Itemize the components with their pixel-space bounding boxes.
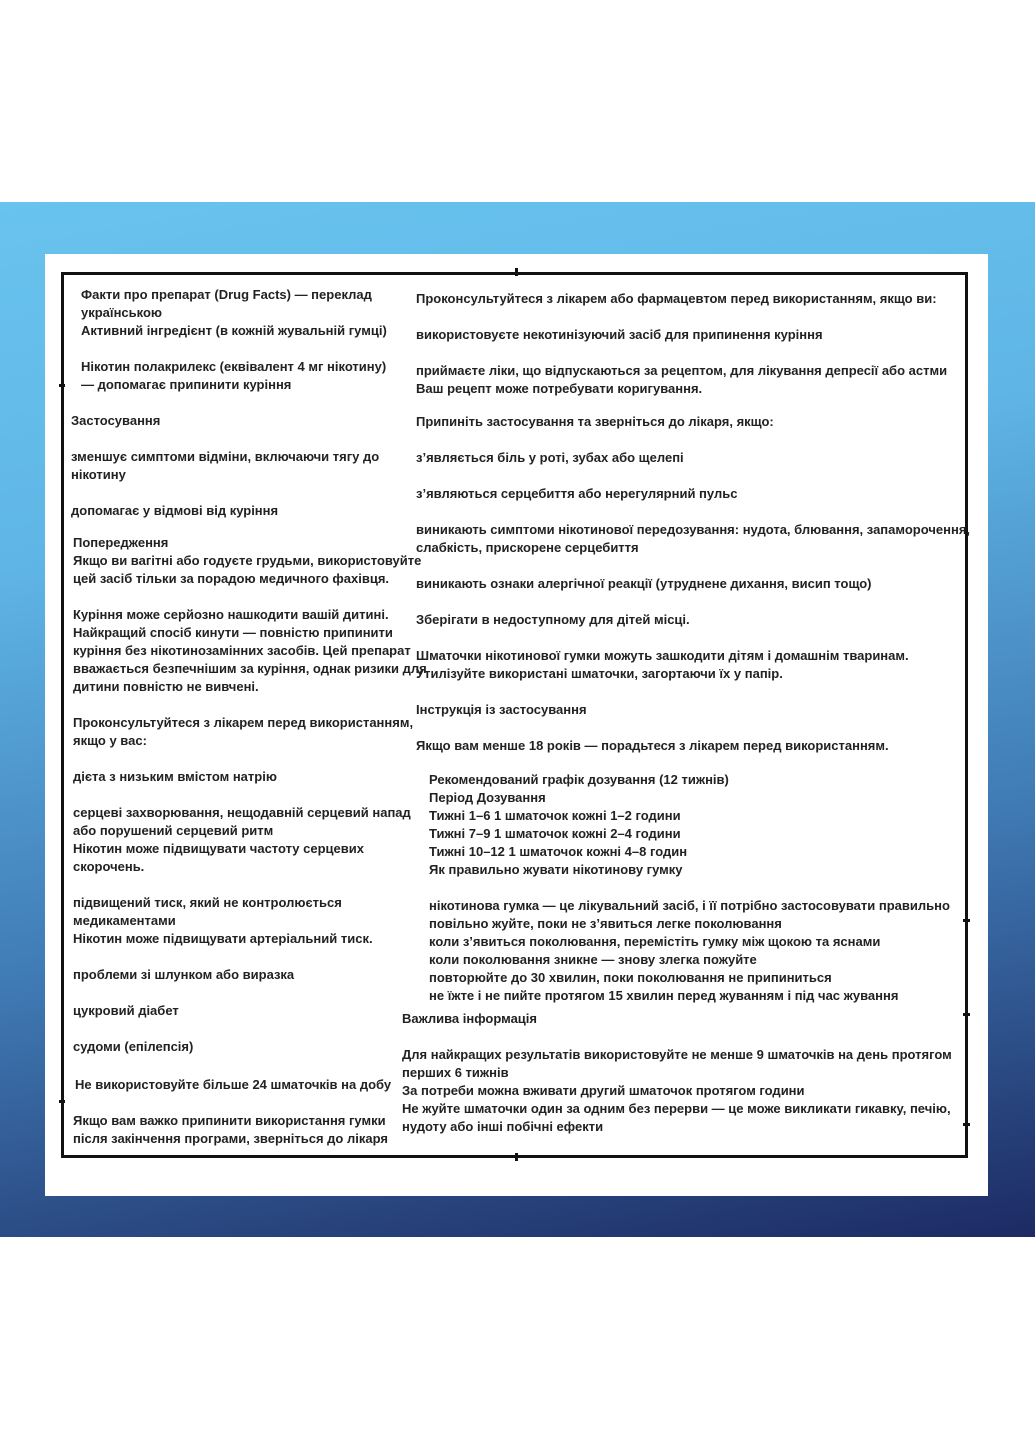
doc-title-cont: українською <box>81 305 163 320</box>
ask-doctor-item: серцеві захворювання, нещодавній серцевий напад <box>73 805 411 820</box>
stop-use-item-cont: слабкість, прискорене серцебиття <box>416 540 639 555</box>
frame-tick-top <box>515 268 518 276</box>
important-info-heading: Важлива інформація <box>402 1011 537 1026</box>
ask-doctor-heading-cont: якщо у вас: <box>73 733 147 748</box>
important-info-item: За потреби можна вживати другий шматочок протягом години <box>402 1083 805 1098</box>
ask-doctor-item: дієта з низьким вмістом натрію <box>73 769 277 784</box>
doc-title: Факти про препарат (Drug Facts) — переклад <box>81 287 372 302</box>
frame-tick-left-lower <box>59 1100 65 1103</box>
ask-doctor-item: цукровий діабет <box>73 1003 179 1018</box>
chewing-step: повторюйте до 30 хвилин, поки поколювання не припиниться <box>429 970 832 985</box>
stop-use-note-cont: після закінчення програми, зверніться до лікаря <box>73 1131 388 1146</box>
warnings-text: куріння без нікотинозамінних засобів. Цей препарат <box>73 643 411 658</box>
important-info-item-cont: перших 6 тижнів <box>402 1065 509 1080</box>
warnings-text: Куріння може серйозно нашкодити вашій дитині. <box>73 607 389 622</box>
uses-item: зменшує симптоми відміни, включаючи тягу до <box>71 449 380 464</box>
uses-item: допомагає у відмові від куріння <box>71 503 279 518</box>
active-ingredient-heading: Активний інгредієнт (в кожній жувальній гумці) <box>81 323 387 338</box>
stop-use-item: з’являється біль у роті, зубах або щелепі <box>416 450 684 465</box>
ask-doctor-item-cont: або порушений серцевий ритм <box>73 823 274 838</box>
active-ingredient-text: Нікотин полакрилекс (еквівалент 4 мг нікотину) <box>81 359 387 374</box>
stop-use-item: виникають симптоми нікотинової передозування: нудота, блювання, запаморочення, <box>416 522 971 537</box>
uses-item-cont: нікотину <box>71 467 126 482</box>
children-pets-warning: Шматочки нікотинової гумки можуть зашкодити дітям і домашнім тваринам. <box>416 648 909 663</box>
dosing-table-header: Період Дозування <box>429 790 546 805</box>
warnings-text: Найкращий спосіб кинути — повністю припинити <box>73 625 393 640</box>
ask-pharmacist-note: Ваш рецепт може потребувати коригування. <box>416 381 703 396</box>
warnings-heading: Попередження <box>73 535 169 550</box>
uses-heading: Застосування <box>71 413 161 428</box>
ask-doctor-item: судоми (епілепсія) <box>73 1039 194 1054</box>
ask-pharmacist-item: використовуєте некотинізуючий засіб для припинення куріння <box>416 327 823 342</box>
dosing-row: Тижні 1–6 1 шматочок кожні 1–2 години <box>429 808 681 823</box>
warnings-text: вважається безпечнішим за куріння, однак ризики для <box>73 661 427 676</box>
chewing-step: повільно жуйте, поки не з’явиться легке поколювання <box>429 916 782 931</box>
frame-tick-left-upper <box>59 384 65 387</box>
warnings-text: Якщо ви вагітні або годуєте грудьми, використовуйте <box>73 553 422 568</box>
dosing-schedule-heading: Рекомендований графік дозування (12 тижнів) <box>429 772 729 787</box>
important-info-item-cont: нудоту або інші побічні ефекти <box>402 1119 604 1134</box>
max-dose-warning: Не використовуйте більше 24 шматочків на добу <box>75 1077 392 1092</box>
frame-tick-right-3 <box>963 1123 970 1126</box>
ask-doctor-pharmacist-heading: Проконсультуйтеся з лікарем або фармацевтом перед використанням, якщо ви: <box>416 291 937 306</box>
dosing-row: Тижні 7–9 1 шматочок кожні 2–4 години <box>429 826 681 841</box>
chewing-step: нікотинова гумка — це лікувальний засіб, і її потрібно застосовувати правильно <box>429 898 950 913</box>
directions-heading: Інструкція із застосування <box>416 702 587 717</box>
warnings-text: цей засіб тільки за порадою медичного фахівця. <box>73 571 390 586</box>
storage-warning: Зберігати в недоступному для дітей місці. <box>416 612 690 627</box>
chewing-step: не їжте і не пийте протягом 15 хвилин перед жуванням і під час жування <box>429 988 899 1003</box>
frame-tick-bottom <box>515 1153 518 1161</box>
ask-doctor-item: проблеми зі шлунком або виразка <box>73 967 295 982</box>
ask-doctor-item-cont: медикаментами <box>73 913 176 928</box>
important-info-item: Для найкращих результатів використовуйте не менше 9 шматочків на день протягом <box>402 1047 952 1062</box>
ask-doctor-note: Нікотин може підвищувати частоту серцевих <box>73 841 364 856</box>
ask-doctor-heading: Проконсультуйтеся з лікарем перед використанням, <box>73 715 414 730</box>
stop-use-item: виникають ознаки алергічної реакції (утруднене дихання, висип тощо) <box>416 576 872 591</box>
warnings-text: дитини повністю не вивчені. <box>73 679 259 694</box>
frame-tick-right-1 <box>963 919 970 922</box>
under-18-note: Якщо вам менше 18 років — порадьтеся з лікарем перед використанням. <box>416 738 889 753</box>
frame-tick-right-2 <box>963 1013 970 1016</box>
chewing-step: коли поколювання зникне — знову злегка пожуйте <box>429 952 757 967</box>
ask-doctor-note: Нікотин може підвищувати артеріальний тиск. <box>73 931 373 946</box>
dosing-row: Тижні 10–12 1 шматочок кожні 4–8 годин <box>429 844 688 859</box>
disposal-instruction: Утилізуйте використані шматочки, загортаючи їх у папір. <box>416 666 783 681</box>
ask-doctor-item: підвищений тиск, який не контролюється <box>73 895 342 910</box>
stop-use-item: з’являються серцебиття або нерегулярний пульс <box>416 486 738 501</box>
stop-use-heading: Припиніть застосування та зверніться до лікаря, якщо: <box>416 414 774 429</box>
important-info-item: Не жуйте шматочки один за одним без перерви — це може викликати гикавку, печію, <box>402 1101 951 1116</box>
chewing-step: коли з’явиться поколювання, перемістіть гумку між щокою та яснами <box>429 934 881 949</box>
chewing-heading: Як правильно жувати нікотинову гумку <box>429 862 683 877</box>
stop-use-note: Якщо вам важко припинити використання гумки <box>73 1113 386 1128</box>
active-ingredient-purpose: — допомагає припинити куріння <box>81 377 292 392</box>
ask-doctor-note-cont: скорочень. <box>73 859 145 874</box>
ask-pharmacist-item: приймаєте ліки, що відпускаються за рецептом, для лікування депресії або астми <box>416 363 948 378</box>
